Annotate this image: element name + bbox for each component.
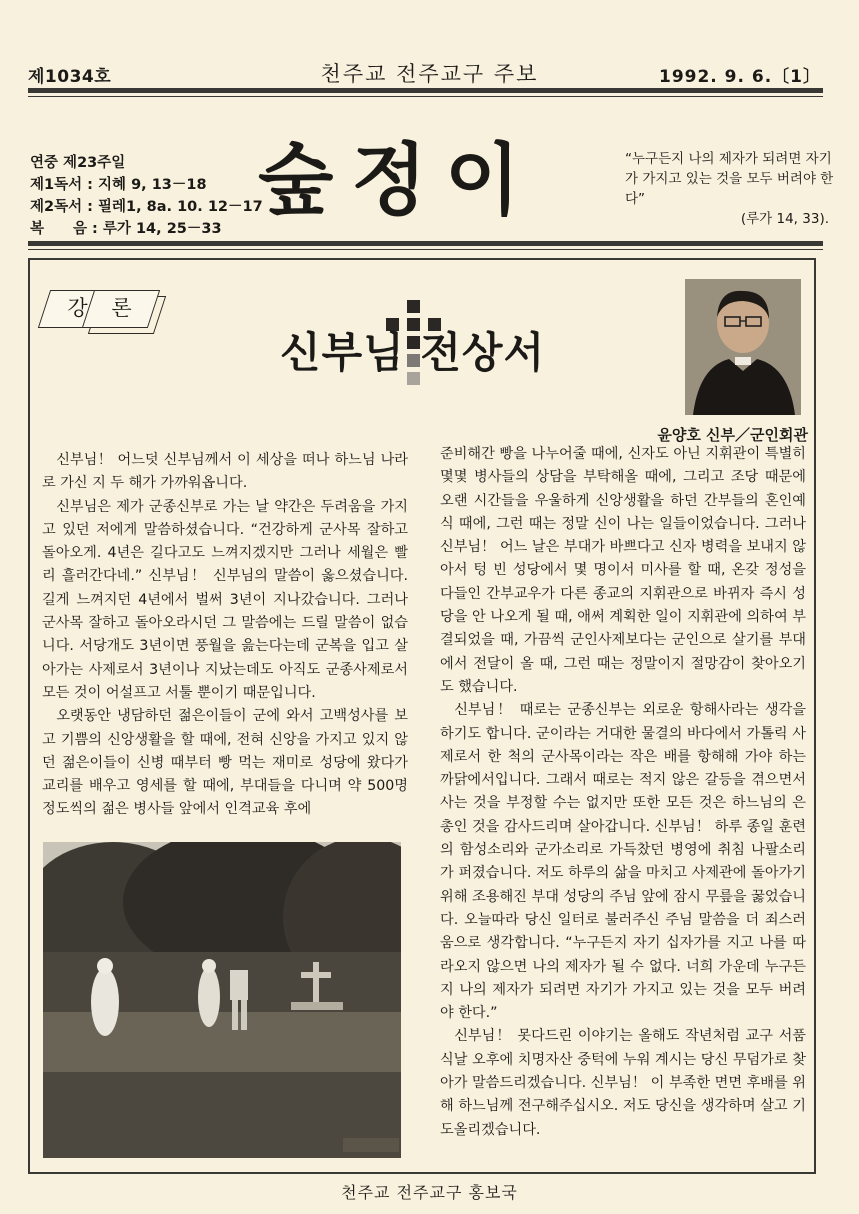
second-reading: 제2독서 : 필레1, 8a. 10. 12－17 [30, 199, 263, 215]
portrait-image [685, 279, 801, 415]
paragraph: 신부님은 제가 군종신부로 가는 날 약간은 두려움을 가지고 있던 저에게 말씀하셨습니다. “건강하게 군사목 잘하고 돌아오게. 4년은 길다고도 느껴지겠지만 그러나 세월은 빨리 흘러간다네.” 신부님！ 신부님의 말씀이 옳으셨습니다. 길게 느껴지던 4년에서 벌써 3년이 지나갔습니다. 그러나 군사목 잘하고 돌아오라시던 그 말씀에는 드릴 말씀이 없습니다. 서당개도 3년이면 풍월을 읊는다는데 군복을 입고 살아가는 사제로서 3년이나 지났는데도 아직도 군종사제로서 모든 것이 어설프고 서툴 뿐이기 때문입니다. [42, 498, 408, 701]
article-headline: 신부님 전상서 [280, 328, 546, 377]
paragraph: 신부님！ 어느덧 신부님께서 이 세상을 떠나 하느님 나라로 가신 지 두 해가 가까워옵니다. [42, 452, 408, 492]
paragraph: 오랫동안 냉담하던 젊은이들이 군에 와서 고백성사를 보고 기쁨의 신앙생활을 할 때에, 전혀 신앙을 가지고 있지 않던 젊은이들이 신병 때부터 빵 먹는 재미로 성당에 왔다가 교리를 배우고 영세를 할 때에, 부대들을 다니며 약 500명 정도씩의 젊은 병사들 앞에서 인격교육 후에 [42, 708, 408, 818]
tag-left-label: 강 [67, 296, 88, 320]
sunday-label: 연중 제23주일 [30, 155, 126, 171]
tag-right-label: 론 [111, 296, 132, 320]
paragraph: 준비해간 빵을 나누어줄 때에, 신자도 아닌 지휘관이 특별히 몇몇 병사들의 상담을 부탁해올 때에, 그리고 조당 때문에 오랜 시간들을 우울하게 신앙생활을 하던 간부들의 혼인예식 때에, 그런 때는 정말 신이 나는 일들이었습니다. 그러나 신부님！ 어느 날은 부대가 바쁘다고 신자 병력을 보내지 않아서 텅 빈 성당에서 몇 명이서 미사를 할 때, 온갖 정성을 다들인 간부교우가 다른 종교의 지휘관으로 바뀌자 즉시 성당을 안 나오게 될 때, 애써 계획한 일이 지휘관에 의하여 부결되었을 때, 가끔씩 군인사제보다는 군인으로 살기를 부대에서 전달이 올 때, 그런 때는 정말이지 절망감이 찾아오기도 했습니다. [440, 446, 806, 695]
masthead-rule-thin [28, 249, 823, 250]
quote-reference: (루가 14, 33). [740, 211, 829, 227]
header-rule-thin [28, 96, 823, 97]
gospel-reading: 복 음 : 루가 14, 25－33 [30, 221, 222, 237]
masthead-title: 숲정이 [258, 135, 539, 226]
article-column-left [42, 449, 408, 822]
paragraph: 신부님！ 때로는 군종신부는 외로운 항해사라는 생각을 하기도 합니다. 군이라는 거대한 물결의 바다에서 가톨릭 사제로서 한 척의 군사목이라는 작은 배를 항해해 가야 하는 까닭에서입니다. 그래서 때로는 적지 않은 갈등을 겪으면서 사는 것을 부정할 수는 없지만 또한 모든 것은 하느님의 은총인 것을 감사드리며 살아갑니다. 신부님！ 하루 종일 훈련의 함성소리와 군가소리로 가득찼던 병영에 취침 나팔소리가 퍼졌습니다. 저도 하루의 삶을 마치고 사제관에 돌아가기 위해 조용해진 부대 성당의 주님 앞에 잠시 무릎을 꿇었습니다. 오늘따라 당신 일터로 불러주신 주님 말씀을 더 죄스러움으로 생각합니다. “누구든지 자기 십자가를 지고 나를 따라오지 않으면 나의 제자가 될 수 없다. 너희 가운데 누구든지 나의 제자가 되려면 자기가 가지고 있는 것을 모두 버려야 한다.” [440, 702, 806, 1022]
scripture-quote [625, 149, 835, 229]
issue-date: 1992. 9. 6.〔1〕 [658, 67, 821, 87]
footer-publisher: 천주교 전주교구 홍보국 [341, 1183, 518, 1202]
quote-text: “누구든지 나의 제자가 되려면 자기가 가지고 있는 것을 모두 버려야 한다” [625, 151, 834, 207]
publication-title: 천주교 전주교구 주보 [320, 62, 539, 86]
liturgical-readings [30, 152, 263, 240]
first-reading: 제1독서 : 지혜 9, 13－18 [30, 177, 207, 193]
header-rule [28, 88, 823, 93]
author-portrait [685, 279, 801, 415]
statue-garden-photo [43, 842, 401, 1158]
issue-number: 제1034호 [28, 67, 112, 87]
article-byline: 윤양호 신부／군인회관 [657, 426, 808, 444]
photo-image [43, 842, 401, 1158]
section-tag-right [82, 290, 160, 328]
article-column-right [440, 443, 806, 1142]
paragraph: 신부님！ 못다드린 이야기는 올해도 작년처럼 교구 서품식날 오후에 치명자산 중턱에 누워 계시는 당신 무덤가로 찾아가 말씀드리겠습니다. 신부님！ 이 부족한 면면 후배를 위해 하느님께 전구해주십시오. 저도 당신을 생각하며 살고 기도올리겠습니다. [440, 1028, 806, 1138]
masthead-rule [28, 241, 823, 246]
